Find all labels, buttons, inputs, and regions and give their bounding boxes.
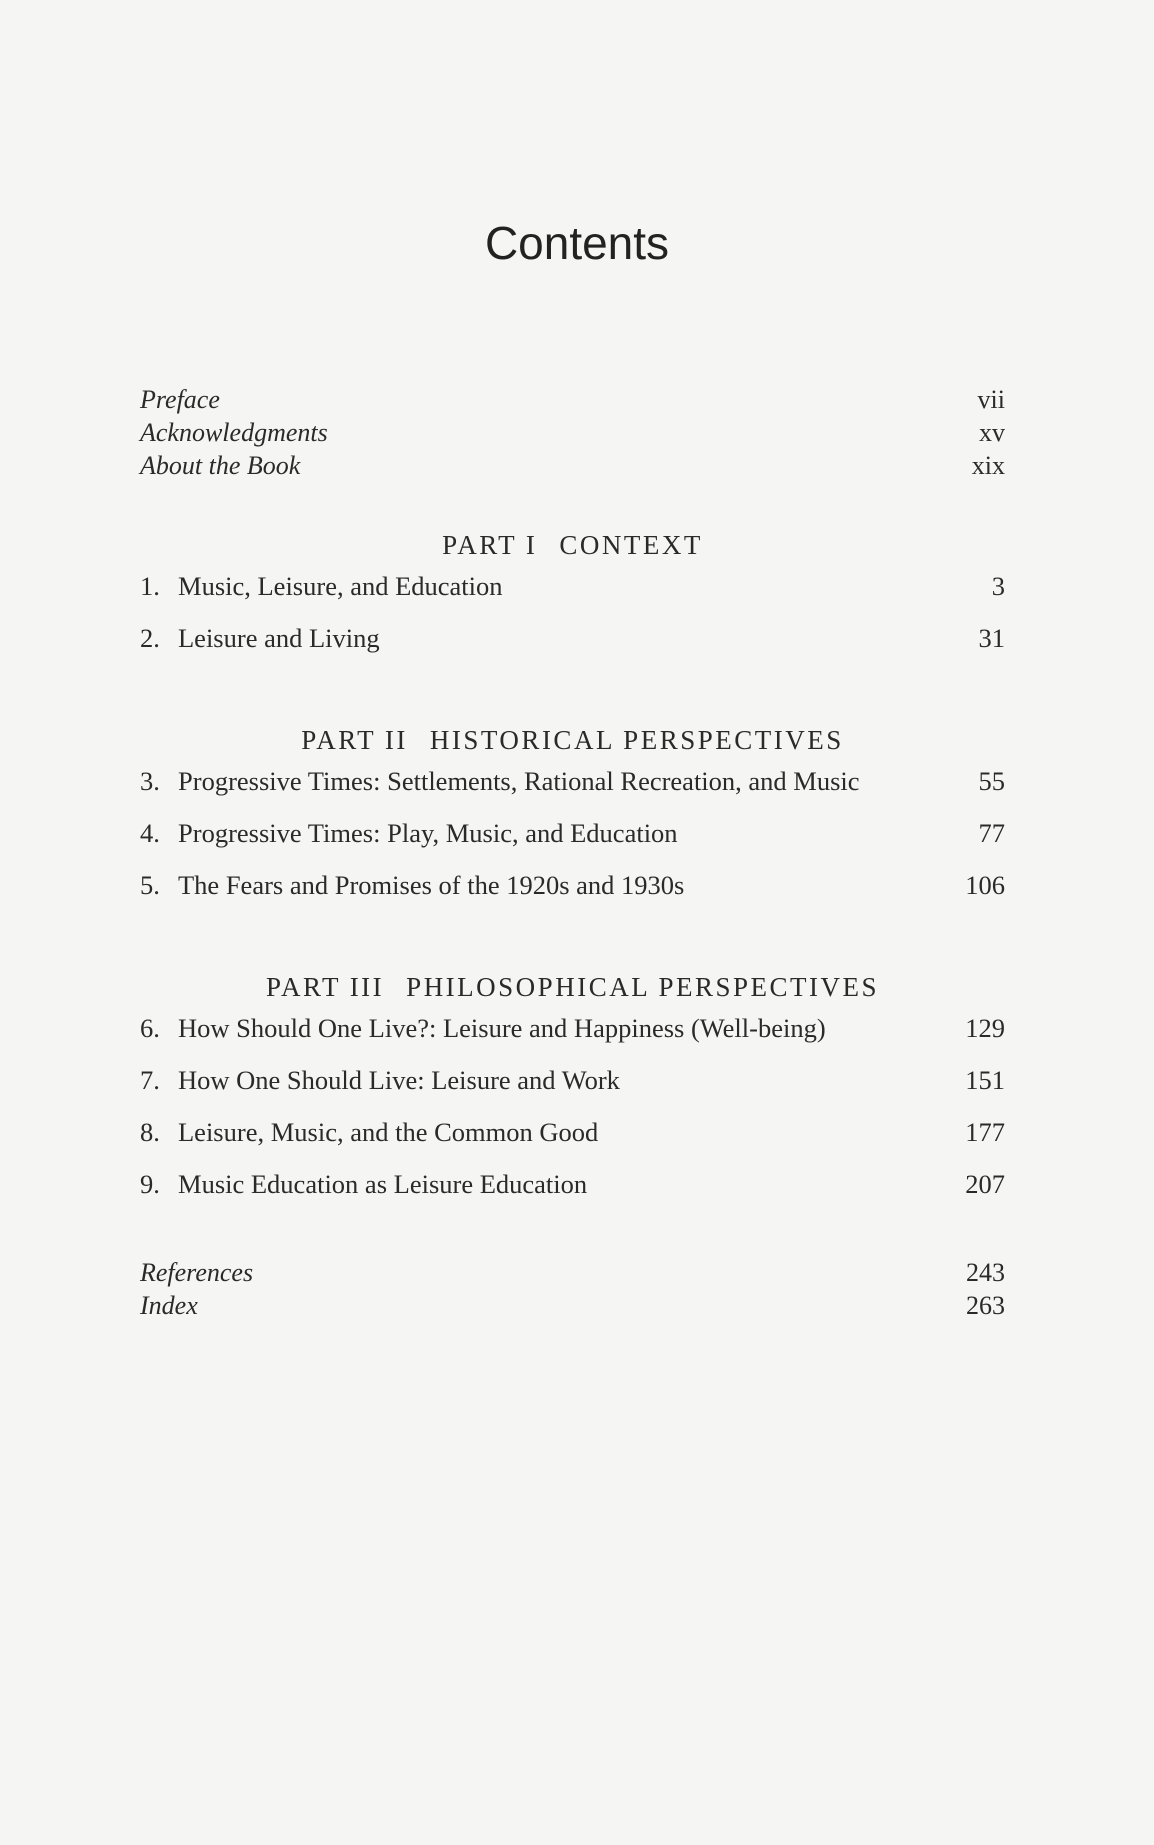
chapter-entry-3[interactable]: [140, 766, 1005, 818]
back-matter-item-index[interactable]: [140, 1291, 1005, 1324]
entry-page-number: 263: [966, 1291, 1005, 1320]
chapter-title: Music, Leisure, and Education: [178, 571, 503, 601]
chapter-number: 1.: [140, 571, 160, 601]
chapter-title: How One Should Live: Leisure and Work: [178, 1065, 620, 1095]
chapter-title: Music Education as Leisure Education: [178, 1169, 588, 1199]
chapter-entry-7[interactable]: [140, 1065, 1005, 1117]
page-title: Contents: [484, 217, 670, 269]
chapter-entry-4[interactable]: [140, 818, 1005, 870]
part-label: PART III: [266, 972, 385, 1002]
entry-title: Preface: [140, 385, 220, 414]
part-2-section: [140, 720, 1005, 922]
chapter-title: Progressive Times: Play, Music, and Education: [178, 818, 678, 848]
chapter-number: 9.: [140, 1169, 160, 1199]
chapter-entry-1[interactable]: [140, 571, 1005, 623]
chapter-entry-5[interactable]: [140, 870, 1005, 922]
chapter-page-number: 31: [978, 623, 1005, 653]
chapter-page-number: 207: [965, 1169, 1005, 1199]
chapter-number: 6.: [140, 1013, 160, 1043]
entry-title: Acknowledgments: [140, 418, 328, 447]
front-matter-list: [140, 385, 1005, 484]
front-matter-item-preface[interactable]: [140, 385, 1005, 418]
chapter-title: Leisure, Music, and the Common Good: [178, 1117, 599, 1147]
front-matter-item-acknowledgments[interactable]: [140, 418, 1005, 451]
chapter-entry-6[interactable]: [140, 1013, 1005, 1065]
chapter-page-number: 77: [978, 818, 1005, 848]
chapter-entry-2[interactable]: [140, 623, 1005, 675]
part-title: PHILOSOPHICAL PERSPECTIVES: [406, 972, 879, 1002]
entry-title: About the Book: [140, 451, 301, 480]
entry-page-number: xix: [971, 451, 1005, 480]
back-matter-list: [140, 1258, 1005, 1324]
chapter-page-number: 55: [978, 766, 1005, 796]
entry-page-number: 243: [966, 1258, 1005, 1287]
part-heading: [140, 720, 1005, 760]
chapter-title: The Fears and Promises of the 1920s and 1930s: [178, 870, 685, 900]
chapter-number: 3.: [140, 766, 160, 796]
chapter-entry-9[interactable]: [140, 1169, 1005, 1221]
entry-title: References: [140, 1258, 254, 1287]
entry-page-number: vii: [977, 385, 1005, 414]
chapter-number: 7.: [140, 1065, 160, 1095]
part-label: PART II: [301, 725, 408, 755]
back-matter-item-references[interactable]: [140, 1258, 1005, 1291]
chapter-number: 8.: [140, 1117, 160, 1147]
part-3-section: [140, 967, 1005, 1221]
part-label: PART I: [442, 530, 538, 560]
front-matter-item-about-the-book[interactable]: [140, 451, 1005, 484]
chapter-title: Leisure and Living: [178, 623, 380, 653]
chapter-page-number: 3: [991, 571, 1005, 601]
part-heading: [140, 967, 1005, 1007]
part-heading: [140, 525, 1005, 565]
chapter-number: 2.: [140, 623, 160, 653]
chapter-entry-8[interactable]: [140, 1117, 1005, 1169]
chapter-page-number: 129: [965, 1013, 1005, 1043]
part-title: CONTEXT: [559, 530, 703, 560]
part-title: HISTORICAL PERSPECTIVES: [429, 725, 844, 755]
chapter-page-number: 106: [965, 870, 1005, 900]
part-1-section: [140, 525, 1005, 675]
entry-page-number: xv: [979, 418, 1005, 447]
chapter-page-number: 151: [965, 1065, 1005, 1095]
chapter-title: Progressive Times: Settlements, Rational Recreation, and Music: [178, 766, 860, 796]
entry-title: Index: [140, 1291, 198, 1320]
chapter-title: How Should One Live?: Leisure and Happiness (Well-being): [178, 1013, 826, 1043]
chapter-number: 5.: [140, 870, 160, 900]
chapter-number: 4.: [140, 818, 160, 848]
chapter-page-number: 177: [965, 1117, 1005, 1147]
